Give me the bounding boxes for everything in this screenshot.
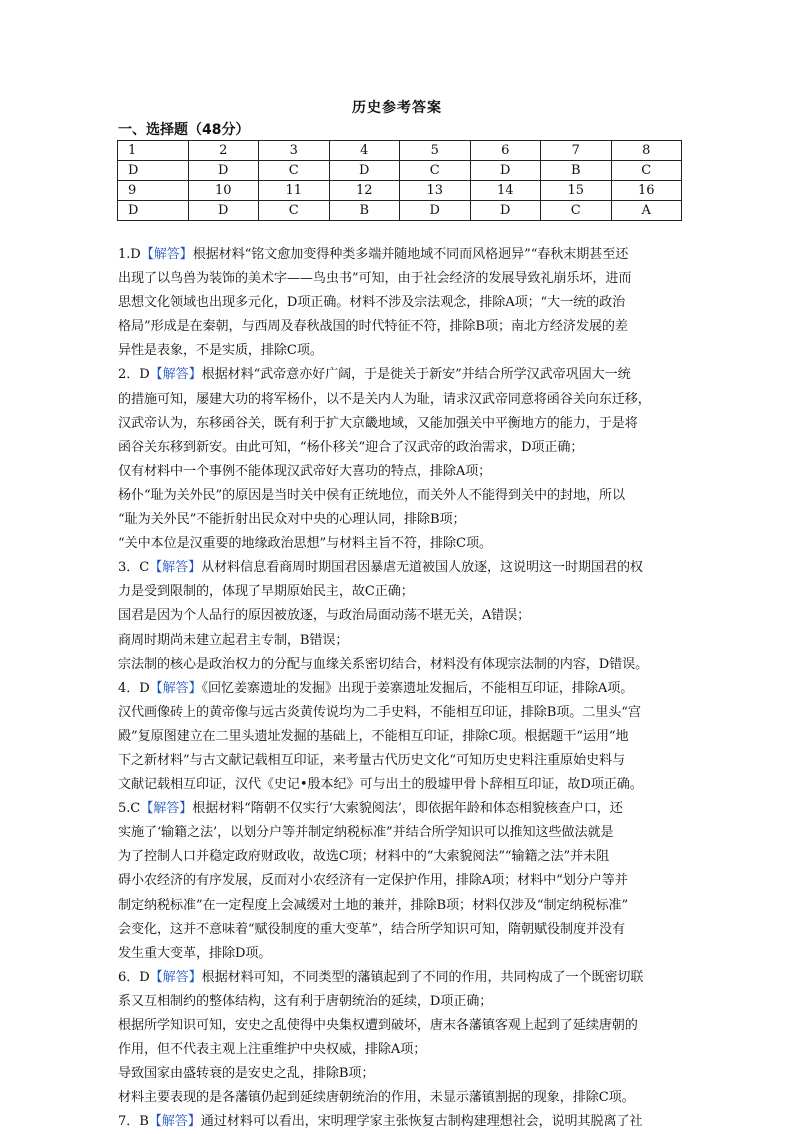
question-number-cell: 5 <box>400 141 471 161</box>
line-text: 7．B <box>118 1114 149 1130</box>
explanation-line <box>118 773 682 797</box>
question-number-cell: 7 <box>541 141 612 161</box>
explanation-line <box>118 291 682 315</box>
line-text: 材料主要表现的是各藩镇仍起到延续唐朝统治的作用，未显示藩镇割据的现象，排除C项。 <box>118 1090 635 1106</box>
answer-cell: C <box>400 161 471 181</box>
line-text: 思想文化领域也出现多元化，D项正确。材料不涉及宗法观念，排除A项；“大一统的政治 <box>118 295 626 311</box>
line-text: 会变化，这并不意味着“赋役制度的重大变革”，结合所学知识可知，隋朝赋役制度并没有 <box>118 921 625 937</box>
question-number-cell: 13 <box>400 181 471 201</box>
line-text: 宗法制的核心是政治权力的分配与血缘关系密切结合，材料没有体现宗法制的内容，D错误。 <box>118 656 649 672</box>
question-number-cell: 3 <box>259 141 330 161</box>
line-text: 导致国家由盛转衰的是安史之乱，排除B项； <box>118 1066 375 1082</box>
explanation-line <box>118 388 682 412</box>
line-text: 出现了以鸟兽为装饰的美术字——鸟虫书”可知，由于社会经济的发展导致礼崩乐坏，进而 <box>118 271 632 287</box>
line-text: 根据材料“铭文愈加变得种类多端并随地域不同而风格迥异”“春秋末期甚至还 <box>192 247 629 262</box>
answer-cell: C <box>541 201 612 221</box>
line-text: 的措施可知，屡建大功的将军杨仆，以不是关内人为耻，请求汉武帝同意将函谷关向东迁移， <box>118 391 651 407</box>
explanation-line <box>118 556 682 580</box>
explanation-line <box>118 1038 682 1062</box>
explanation-line <box>118 797 682 821</box>
answer-cell: D <box>188 201 259 221</box>
answer-table <box>117 140 682 221</box>
question-number-cell: 11 <box>259 181 330 201</box>
question-number-cell: 1 <box>118 141 189 161</box>
line-text: 为了控制人口并稳定政府财政收，故选C项；材料中的“大索貌阅法”“输籍之法”并未阻 <box>118 849 610 865</box>
question-number-row <box>118 181 682 201</box>
line-text: 根据材料“隋朝不仅实行‘大索貌阅法’，即依据年龄和体态相貌核查户口，还 <box>192 801 623 817</box>
explanation-line <box>118 821 682 845</box>
answer-cell: D <box>188 161 259 181</box>
line-text: 下之新材料”与古文献记载相互印证，来考量古代历史文化“可知历史史料注重原始史料与 <box>118 752 625 768</box>
line-text: 4．D <box>118 680 150 696</box>
explanation-line <box>118 267 682 291</box>
explanation-line <box>118 629 682 653</box>
line-text: 文献记载相互印证，汉代《史记•殷本纪》可与出土的殷墟甲骨卜辞相互印证，故D项正确。 <box>118 777 643 793</box>
explanation-line <box>118 412 682 436</box>
answer-cell: D <box>118 201 189 221</box>
question-number-cell: 9 <box>118 181 189 201</box>
answer-cell: D <box>470 201 541 221</box>
line-text: 从材料信息看商周时期国君因暴虐无道被国人放逐，这说明这一时期国君的权 <box>201 560 643 576</box>
answer-cell: C <box>259 201 330 221</box>
answer-cell: D <box>329 161 400 181</box>
line-text: 杨仆“耻为关外民”的原因是当时关中侯有正统地位，而关外人不能得到关中的封地，所以 <box>118 487 625 503</box>
explanations <box>118 243 682 1134</box>
line-text: 异性是表象，不是实质，排除C项。 <box>118 343 323 359</box>
line-text: 殿”复原图建立在二里头遗址发掘的基础上，不能相互印证，排除C项。根据题干“运用“地 <box>118 728 629 744</box>
question-number-cell: 16 <box>611 181 682 201</box>
line-text: 根据材料可知，不同类型的藩镇起到了不同的作用，共同构成了一个既密切联 <box>201 969 644 985</box>
answer-tag: 【解答】 <box>149 367 202 383</box>
explanation-line <box>118 243 682 267</box>
question-number-row <box>118 141 682 161</box>
line-text: 汉代画像砖上的黄帝像与远古炎黄传说均为二手史料，不能相互印证，排除B项。二里头“宫 <box>118 704 641 720</box>
line-text: 根据材料“武帝意亦好广阔，于是徙关于新安”并结合所学汉武帝巩固大一统 <box>201 367 631 383</box>
line-text: 仅有材料中一个事例不能体现汉武帝好大喜功的特点，排除A项； <box>118 463 492 479</box>
explanation-line <box>118 363 682 387</box>
explanation-line <box>118 1086 682 1110</box>
line-text: 发生重大变革，排除D项。 <box>118 945 272 961</box>
line-text: 1.D <box>118 247 141 262</box>
explanation-line <box>118 532 682 556</box>
answer-cell: B <box>541 161 612 181</box>
question-number-cell: 4 <box>329 141 400 161</box>
explanation-line <box>118 1110 682 1134</box>
answer-tag: 【解答】 <box>149 680 202 696</box>
explanation-line <box>118 508 682 532</box>
answer-tag: 【解答】 <box>149 969 202 985</box>
explanation-line <box>118 990 682 1014</box>
question-number-cell: 6 <box>470 141 541 161</box>
line-text: 根据所学知识可知，安史之乱使得中央集权遭到破坏，唐末各藩镇客观上起到了延续唐朝的 <box>118 1018 638 1033</box>
explanation-line <box>118 869 682 893</box>
explanation-line <box>118 604 682 628</box>
explanation-line <box>118 725 682 749</box>
explanation-line <box>118 966 682 990</box>
line-text: “关中本位是汉重要的地缘政治思想”与材料主旨不符，排除C项。 <box>118 536 492 552</box>
question-number-cell: 15 <box>541 181 612 201</box>
line-text: 国君是因为个人品行的原因被放逐，与政治局面动荡不堪无关，A错误； <box>118 608 531 624</box>
line-text: 碍小农经济的有序发展，反而对小农经济有一定保护作用，排除A项；材料中“划分户等并 <box>118 873 628 889</box>
line-text: 力是受到限制的，体现了早期原始民主，故C正确； <box>118 584 414 600</box>
line-text: 作用，但不代表主观上注重维护中央权威，排除A项； <box>118 1042 427 1058</box>
page-title: 历史参考答案 <box>352 100 442 116</box>
question-number-cell: 12 <box>329 181 400 201</box>
explanation-line <box>118 436 682 460</box>
explanation-line <box>118 339 682 363</box>
explanation-line <box>118 1062 682 1086</box>
question-number-cell: 14 <box>470 181 541 201</box>
answer-cell: D <box>400 201 471 221</box>
line-text: 通过材料可以看出，宋明理学家主张恢复古制构建理想社会，说明其脱离了社 <box>200 1114 643 1130</box>
answer-tag: 【解答】 <box>140 247 193 262</box>
explanation-line <box>118 1014 682 1038</box>
question-number-cell: 8 <box>611 141 682 161</box>
explanation-line <box>118 749 682 773</box>
line-text: 2．D <box>118 367 150 383</box>
line-text: 商周时期尚未建立起君主专制，B错误； <box>118 632 349 648</box>
line-text: 系又互相制约的整体结构，这有利于唐朝统治的延续，D项正确； <box>118 993 493 1009</box>
answer-row <box>118 201 682 221</box>
answer-cell: A <box>611 201 682 221</box>
section-heading: 一、选择题（48分） <box>118 122 250 138</box>
answer-cell: D <box>470 161 541 181</box>
answer-tag: 【解答】 <box>149 560 202 576</box>
line-text: 《回忆姜寨遗址的发掘》出现于姜寨遗址发掘后，不能相互印证，排除A项。 <box>201 680 634 696</box>
answer-cell: D <box>118 161 189 181</box>
explanation-line <box>118 653 682 677</box>
line-text: 3．C <box>118 560 150 576</box>
explanation-line <box>118 894 682 918</box>
explanation-line <box>118 701 682 725</box>
explanation-line <box>118 677 682 701</box>
answer-cell: B <box>329 201 400 221</box>
line-text: 实施了‘输籍之法’，以划分户等并制定纳税标准”并结合所学知识可以推知这些做法就是 <box>118 825 614 841</box>
answer-row <box>118 161 682 181</box>
explanation-line <box>118 315 682 339</box>
line-text: “耻为关外民”不能折射出民众对中央的心理认同，排除B项； <box>118 512 466 528</box>
line-text: 汉武帝认为，东移函谷关，既有利于扩大京畿地域，又能加强关中平衡地方的能力，于是将 <box>118 415 638 431</box>
explanation-line <box>118 942 682 966</box>
line-text: 函谷关东移到新安。由此可知，“杨仆移关”迎合了汉武帝的政治需求，D项正确； <box>118 439 584 455</box>
answer-tag: 【解答】 <box>148 1114 201 1130</box>
explanation-line <box>118 918 682 942</box>
explanation-line <box>118 845 682 869</box>
explanation-line <box>118 580 682 604</box>
explanation-line <box>118 460 682 484</box>
line-text: 6．D <box>118 969 150 985</box>
line-text: 5.C <box>118 801 141 817</box>
answer-tag: 【解答】 <box>140 801 193 817</box>
line-text: 制定纳税标准”在一定程度上会减缓对土地的兼并，排除B项；材料仅涉及“制定纳税标准” <box>118 897 629 913</box>
answer-cell: C <box>259 161 330 181</box>
explanation-line <box>118 484 682 508</box>
answer-cell: C <box>611 161 682 181</box>
line-text: 格局”形成是在秦朝，与西周及春秋战国的时代特征不符，排除B项；南北方经济发展的差 <box>118 319 628 335</box>
question-number-cell: 2 <box>188 141 259 161</box>
question-number-cell: 10 <box>188 181 259 201</box>
